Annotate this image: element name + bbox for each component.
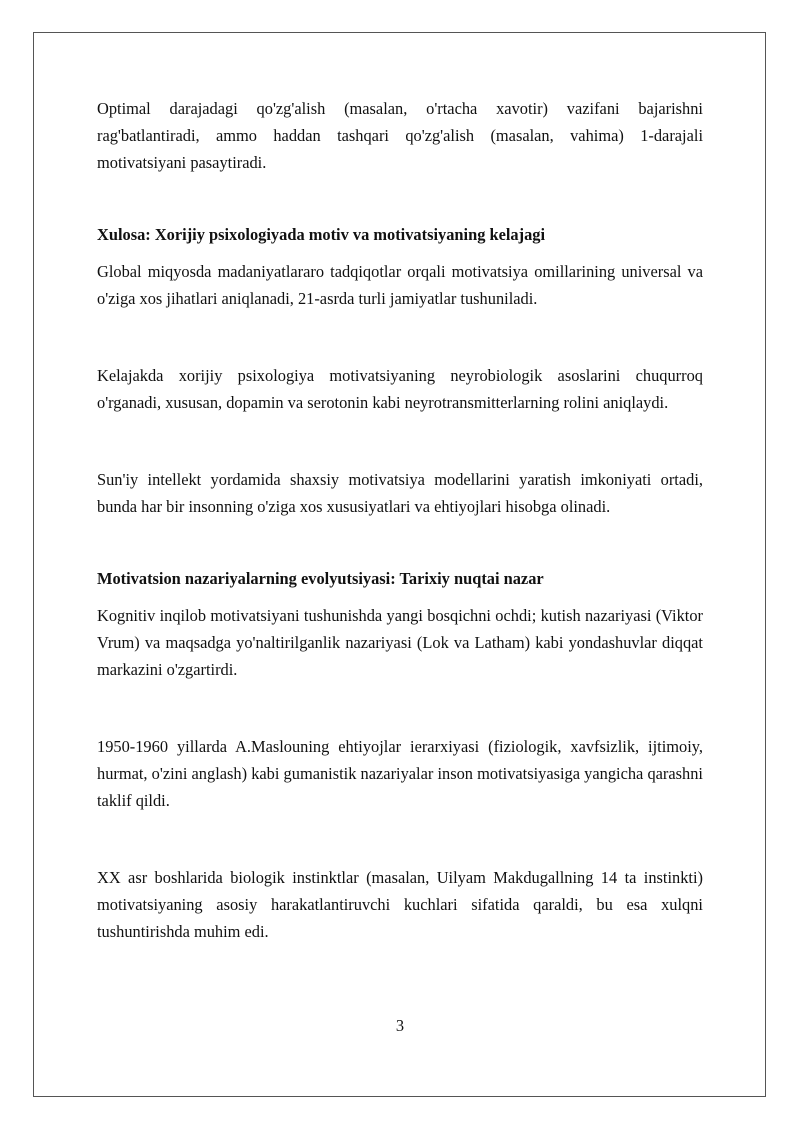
paragraph-optimal-arousal: Optimal darajadagi qo'zg'alish (masalan, o'rtacha xavotir) vazifani bajarishni rag'batlantiradi, ammo haddan tashqari qo'zg'alish (masalan, vahima) 1-darajali motivatsiyani pasaytiradi. [97,99,703,172]
paragraph-global-research: Global miqyosda madaniyatlararo tadqiqotlar orqali motivatsiya omillarining universal va o'ziga xos jihatlari aniqlanadi, 21-asrda turli jamiyatlar tushuniladi. [97,262,703,308]
paragraph-neurobiology: Kelajakda xorijiy psixologiya motivatsiyaning neyrobiologik asoslarini chuqurroq o'rganadi, xususan, dopamin va serotonin kabi neyrotransmitterlarning rolini aniqlaydi. [97,366,703,412]
section-heading-evolution: Motivatsion nazariyalarning evolyutsiyasi: Tarixiy nuqtai nazar [97,569,544,588]
paragraph-humanistic-theories: 1950-1960 yillarda A.Maslouning ehtiyojlar ierarxiyasi (fiziologik, xavfsizlik, ijtimoiy, hurmat, o'zini anglash) kabi gumanistik nazariyalar inson motivatsiyasiga yangicha qarashni taklif qildi. [97,737,703,810]
paragraph-artificial-intelligence: Sun'iy intellekt yordamida shaxsiy motivatsiya modellarini yaratish imkoniyati ortadi, bunda har bir insonning o'ziga xos xususiyatlari va ehtiyojlari hisobga olinadi. [97,470,703,516]
page-content [97,95,703,945]
paragraph-cognitive-revolution: Kognitiv inqilob motivatsiyani tushunishda yangi bosqichni ochdi; kutish nazariyasi (Viktor Vrum) va maqsadga yo'naltirilganlik nazariyasi (Lok va Latham) kabi yondashuvlar diqqat markazini o'zgartirdi. [97,606,703,679]
paragraph-biological-instincts: XX asr boshlarida biologik instinktlar (masalan, Uilyam Makdugallning 14 ta instinkti) motivatsiyaning asosiy harakatlantiruvchi kuchlari sifatida qaraldi, bu esa xulqni tushuntirishda muhim edi. [97,868,703,941]
page-number: 3 [395,1016,405,1035]
section-heading-conclusion: Xulosa: Xorijiy psixologiyada motiv va motivatsiyaning kelajagi [97,225,546,244]
